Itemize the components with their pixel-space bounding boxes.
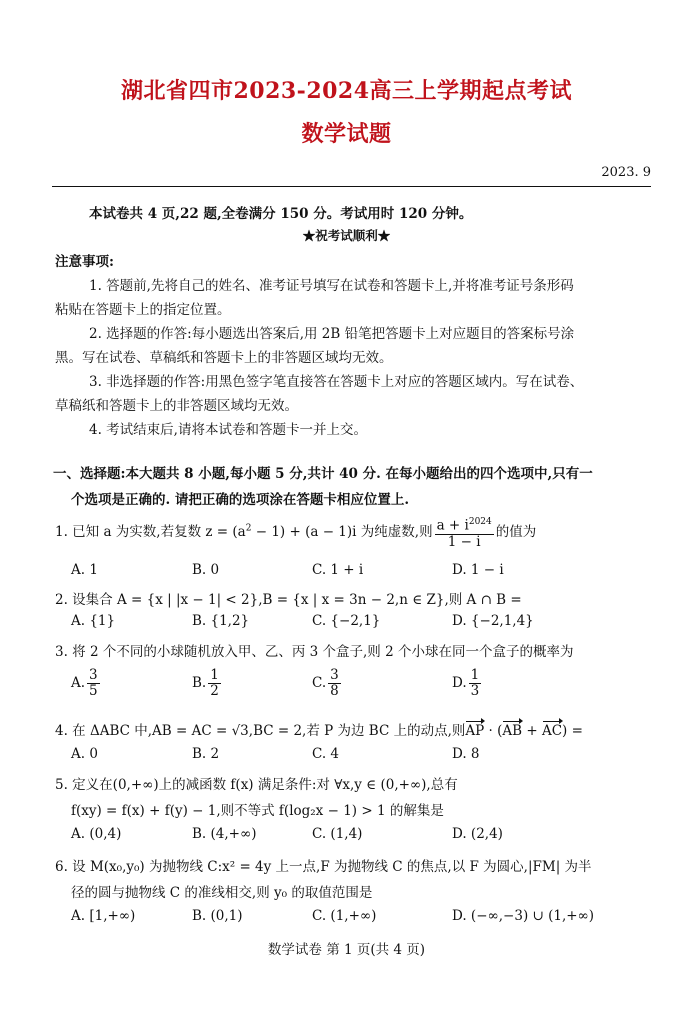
q4-option-d: D. 8 <box>452 746 480 762</box>
question-3-stem: 3. 将 2 个不同的小球随机放入甲、乙、丙 3 个盒子,则 2 个小球在同一个盒子的概率为 <box>55 644 574 660</box>
q3-d-num: 1 <box>470 667 480 683</box>
q5-option-a: A. (0,4) <box>71 826 122 842</box>
good-luck-wish: ★祝考试顺利★ <box>302 228 391 243</box>
q4-option-a: A. 0 <box>71 746 98 762</box>
q6-option-c: C. (1,+∞) <box>312 908 377 924</box>
q4-dot-open: · ( <box>484 723 503 739</box>
q6-option-d: D. (−∞,−3) ∪ (1,+∞) <box>452 908 595 924</box>
q3-d-den: 3 <box>470 683 480 699</box>
question-1-stem <box>55 515 536 550</box>
exam-date: 2023. 9 <box>601 165 651 180</box>
q4-close-eq: ) = <box>562 723 583 739</box>
q2-option-c: C. {−2,1} <box>312 613 381 629</box>
q6-option-b: B. (0,1) <box>192 908 243 924</box>
q1-option-a: A. 1 <box>71 562 98 578</box>
q4-plus: + <box>522 723 542 739</box>
q6-option-a: A. [1,+∞) <box>71 908 136 924</box>
q5-option-c: C. (1,4) <box>312 826 363 842</box>
q1-square: 2 <box>245 523 252 534</box>
q3-option-a <box>71 668 102 699</box>
question-6-stem-b: 径的圆与抛物线 C 的准线相交,则 y₀ 的取值范围是 <box>71 885 373 901</box>
q1-option-b: B. 0 <box>192 562 220 578</box>
q3-option-a-label: A. <box>71 675 86 691</box>
q4-option-c: C. 4 <box>312 746 340 762</box>
vector-ac: AC <box>541 723 563 739</box>
q4-stem-a: 4. 在 ΔABC 中,AB = AC = √3,BC = 2,若 P 为边 BC 上的动点,则 <box>55 723 466 739</box>
question-5-stem-b: f(xy) = f(x) + f(y) − 1,则不等式 f(log₂x − 1) > 1 的解集是 <box>71 803 444 819</box>
q1-fraction <box>435 515 494 550</box>
q1-option-d: D. 1 − i <box>452 562 504 578</box>
q3-a-den: 5 <box>89 683 98 699</box>
notice-item-4: 4. 考试结束后,请将本试卷和答题卡一并上交。 <box>89 422 367 438</box>
question-2-stem: 2. 设集合 A = {x | |x − 1| < 2},B = {x | x = 3n − 2,n ∈ Z},则 A ∩ B = <box>55 592 522 608</box>
section1-heading-b: 个选项是正确的. 请把正确的选项涂在答题卡相应位置上. <box>71 492 410 508</box>
q3-a-num: 3 <box>89 667 98 683</box>
exam-subtitle: 数学试题 <box>301 121 392 147</box>
q1-stem-c: 的值为 <box>495 523 537 540</box>
q3-option-b <box>192 668 223 699</box>
q3-b-num: 1 <box>210 667 219 683</box>
q1-option-c: C. 1 + i <box>312 562 364 578</box>
q1-stem-a: 1. 已知 a 为实数,若复数 z = (a <box>55 523 246 540</box>
q1-frac-den: 1 − i <box>447 533 481 550</box>
notice-item-3b: 草稿纸和答题卡上的非答题区域均无效。 <box>55 398 298 414</box>
question-4-stem <box>55 719 583 739</box>
notice-item-3a: 3. 非选择题的作答:用黑色签字笔直接答在答题卡上对应的答题区域内。写在试卷、 <box>89 374 584 390</box>
q4-option-b: B. 2 <box>192 746 220 762</box>
question-5-stem-a: 5. 定义在(0,+∞)上的减函数 f(x) 满足条件:对 ∀x,y ∈ (0,+∞),总有 <box>55 777 458 793</box>
vector-ap: AP <box>465 723 485 739</box>
q3-option-b-label: B. <box>192 675 207 691</box>
vector-ab: AB <box>502 723 523 739</box>
q1-stem-b: − 1) + (a − 1)i 为纯虚数,则 <box>251 523 433 540</box>
page-footer: 数学试卷 第 1 页(共 4 页) <box>267 942 426 958</box>
q2-option-b: B. {1,2} <box>192 613 250 629</box>
notice-heading: 注意事项: <box>55 254 114 270</box>
q3-option-d-label: D. <box>452 675 467 691</box>
q5-option-d: D. (2,4) <box>452 826 503 842</box>
q3-option-c-label: C. <box>312 675 327 691</box>
q1-frac-exp: 2024 <box>468 517 492 527</box>
exam-summary: 本试卷共 4 页,22 题,全卷满分 150 分。考试用时 120 分钟。 <box>89 206 473 222</box>
q1-frac-num: a + i <box>436 517 469 534</box>
exam-title: 湖北省四市2023-2024高三上学期起点考试 <box>120 78 573 104</box>
question-6-stem-a: 6. 设 M(x₀,y₀) 为抛物线 C:x² = 4y 上一点,F 为抛物线 C 的焦点,以 F 为圆心,|FM| 为半 <box>55 859 592 875</box>
q5-option-b: B. (4,+∞) <box>192 826 257 842</box>
q3-b-den: 2 <box>210 683 219 699</box>
notice-item-1a: 1. 答题前,先将自己的姓名、准考证号填写在试卷和答题卡上,并将准考证号条形码 <box>89 278 574 294</box>
notice-item-2b: 黑。写在试卷、草稿纸和答题卡上的非答题区域均无效。 <box>55 350 393 366</box>
notice-item-1b: 粘贴在答题卡上的指定位置。 <box>55 302 231 318</box>
q2-option-d: D. {−2,1,4} <box>452 613 534 629</box>
q3-c-num: 3 <box>330 667 339 683</box>
notice-item-2a: 2. 选择题的作答:每小题选出答案后,用 2B 铅笔把答题卡上对应题目的答案标号涂 <box>89 326 575 342</box>
section1-heading-a: 一、选择题:本大题共 8 小题,每小题 5 分,共计 40 分. 在每小题给出的四个选项中,只有一 <box>53 466 593 482</box>
q3-c-den: 8 <box>330 683 339 699</box>
q3-option-d <box>452 668 483 699</box>
header-divider <box>52 186 651 187</box>
q2-option-a: A. {1} <box>71 613 116 629</box>
q3-option-c <box>312 668 343 699</box>
